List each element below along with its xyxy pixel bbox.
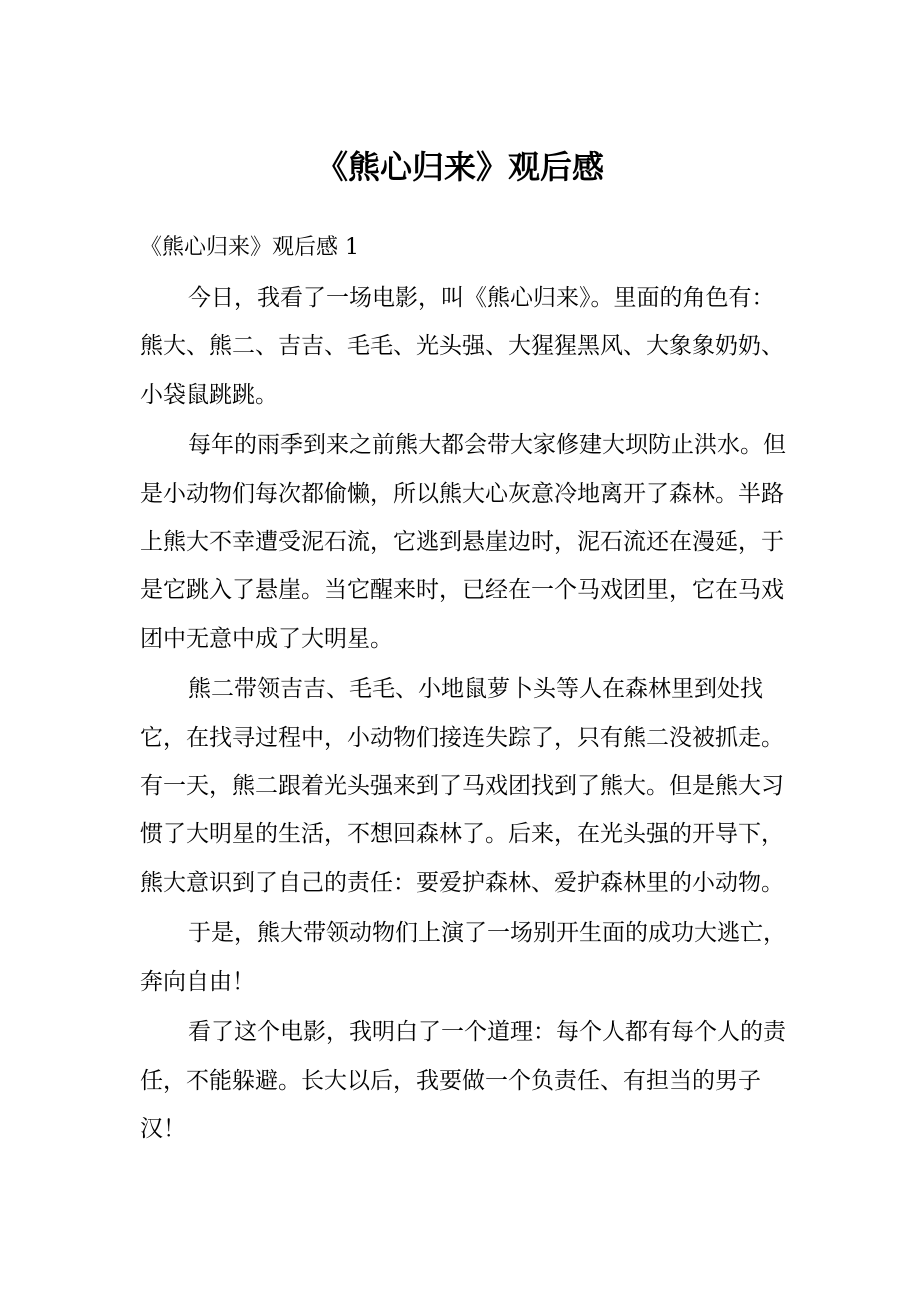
page-title: 《熊心归来》观后感 (315, 148, 604, 186)
paragraph-3: 熊二带领吉吉、毛毛、小地鼠萝卜头等人在森林里到处找它，在找寻过程中，小动物们接连失踪了，只有熊二没被抓走。有一天，熊二跟着光头强来到了马戏团找到了熊大。但是熊大习惯了大明星的生活，不想回森林了。后来，在光头强的开导下，熊大意识到了自己的责任：要爱护森林、爱护森林里的小动物。 (140, 676, 784, 896)
paragraph-1: 今日，我看了一场电影，叫《熊心归来》。里面的角色有：熊大、熊二、吉吉、毛毛、光头强、大猩猩黑风、大象象奶奶、小袋鼠跳跳。 (140, 285, 784, 408)
paragraph-4: 于是，熊大带领动物们上演了一场别开生面的成功大逃亡，奔向自由！ (140, 920, 786, 995)
essay-body (140, 274, 788, 1155)
paragraph-5: 看了这个电影，我明白了一个道理：每个人都有每个人的责任，不能躲避。长大以后，我要做一个负责任、有担当的男子汉！ (140, 1019, 786, 1142)
section-heading: 《熊心归来》观后感 1 (140, 235, 359, 260)
paragraph-2: 每年的雨季到来之前熊大都会带大家修建大坝防止洪水。但是小动物们每次都偷懒，所以熊大心灰意冷地离开了森林。半路上熊大不幸遭受泥石流，它逃到悬崖边时，泥石流还在漫延，于是它跳入了悬崖。当它醒来时，已经在一个马戏团里，它在马戏团中无意中成了大明星。 (140, 432, 786, 652)
